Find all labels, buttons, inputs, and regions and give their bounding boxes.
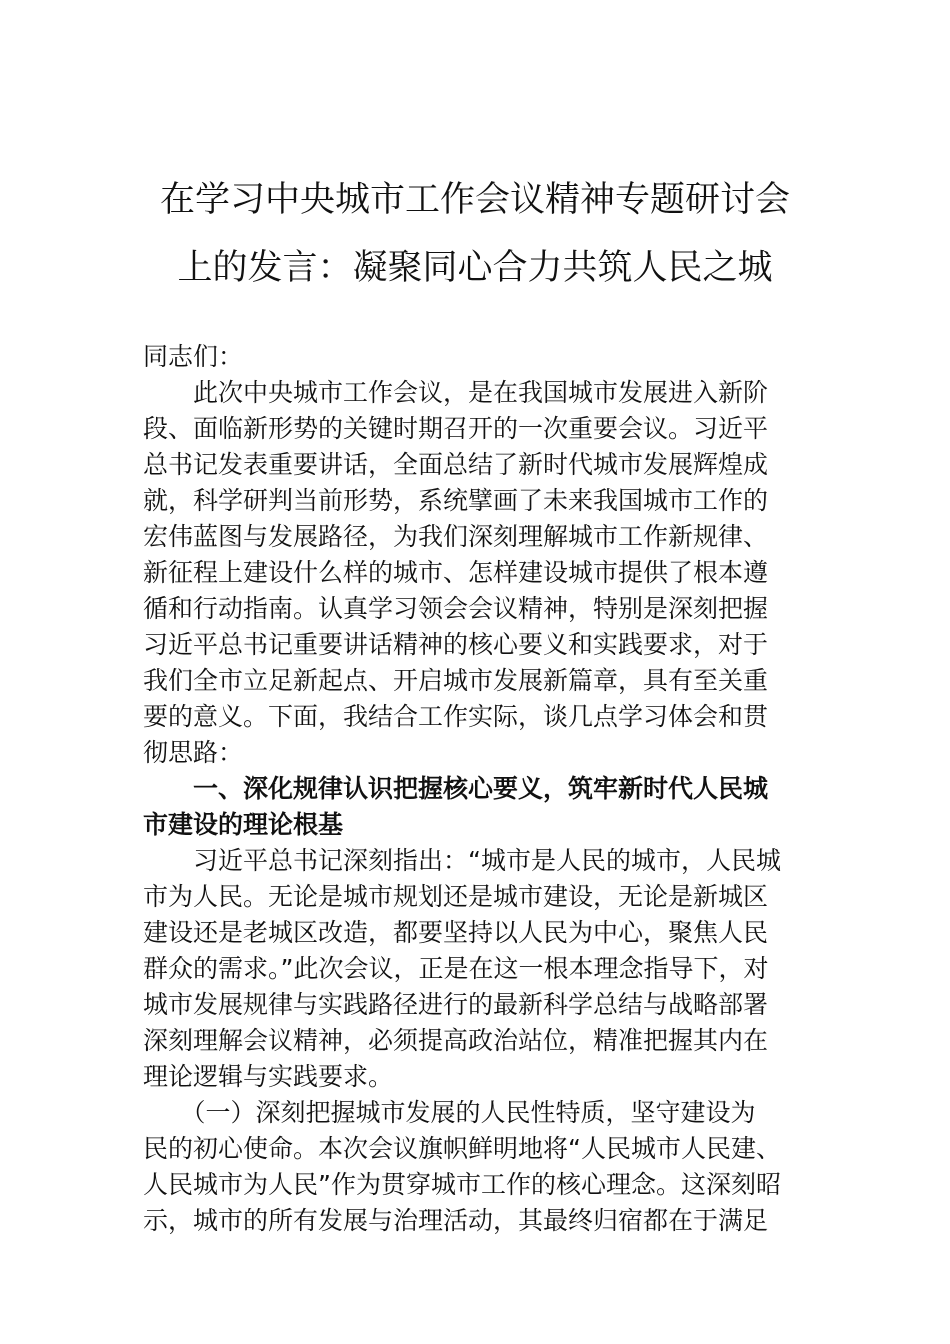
body-line: 新征程上建设什么样的城市、怎样建设城市提供了根本遵 [143, 558, 769, 587]
body-line: 民的初心使命。本次会议旗帜鲜明地将“人民城市人民建、 [143, 1134, 781, 1163]
body-line: 习近平总书记深刻指出：“城市是人民的城市，人民城 [143, 846, 781, 875]
body-line: 我们全市立足新起点、开启城市发展新篇章，具有至关重 [143, 666, 769, 695]
body-line: 就，科学研判当前形势，系统擘画了未来我国城市工作的 [143, 486, 769, 515]
body-line: 市为人民。无论是城市规划还是城市建设，无论是新城区 [143, 882, 769, 911]
section-heading-line: 市建设的理论根基 [143, 810, 344, 839]
body-line: 城市发展规律与实践路径进行的最新科学总结与战略部署 [143, 990, 769, 1019]
body-line: 人民城市为人民”作为贯穿城市工作的核心理念。这深刻昭 [143, 1170, 781, 1199]
body-line: 深刻理解会议精神，必须提高政治站位，精准把握其内在 [143, 1026, 769, 1055]
body-line: 总书记发表重要讲话，全面总结了新时代城市发展辉煌成 [143, 450, 769, 479]
body-line: 理论逻辑与实践要求。 [143, 1062, 394, 1091]
body-line: 循和行动指南。认真学习领会会议精神，特别是深刻把握 [143, 594, 769, 623]
salutation: 同志们： [143, 342, 244, 371]
body-line: 段、面临新形势的关键时期召开的一次重要会议。习近平 [143, 414, 769, 443]
body-line: （一）深刻把握城市发展的人民性特质，坚守建设为 [143, 1098, 756, 1127]
body-line: 要的意义。下面，我结合工作实际，谈几点学习体会和贯 [143, 702, 769, 731]
section-heading-line: 一、深化规律认识把握核心要义，筑牢新时代人民城 [143, 774, 769, 803]
document-title-line-2: 上的发言：凝聚同心合力共筑人民之城 [177, 248, 773, 288]
body-line: 建设还是老城区改造，都要坚持以人民为中心，聚焦人民 [143, 918, 769, 947]
body-line: 群众的需求。”此次会议，正是在这一根本理念指导下，对 [143, 954, 769, 983]
body-line: 习近平总书记重要讲话精神的核心要义和实践要求，对于 [143, 630, 769, 659]
document-title-line-1: 在学习中央城市工作会议精神专题研讨会 [159, 180, 790, 220]
body-line: 此次中央城市工作会议，是在我国城市发展进入新阶 [143, 378, 769, 407]
body-line: 彻思路： [143, 738, 244, 767]
body-line: 宏伟蓝图与发展路径，为我们深刻理解城市工作新规律、 [143, 522, 769, 551]
body-line: 示，城市的所有发展与治理活动，其最终归宿都在于满足 [143, 1206, 769, 1235]
